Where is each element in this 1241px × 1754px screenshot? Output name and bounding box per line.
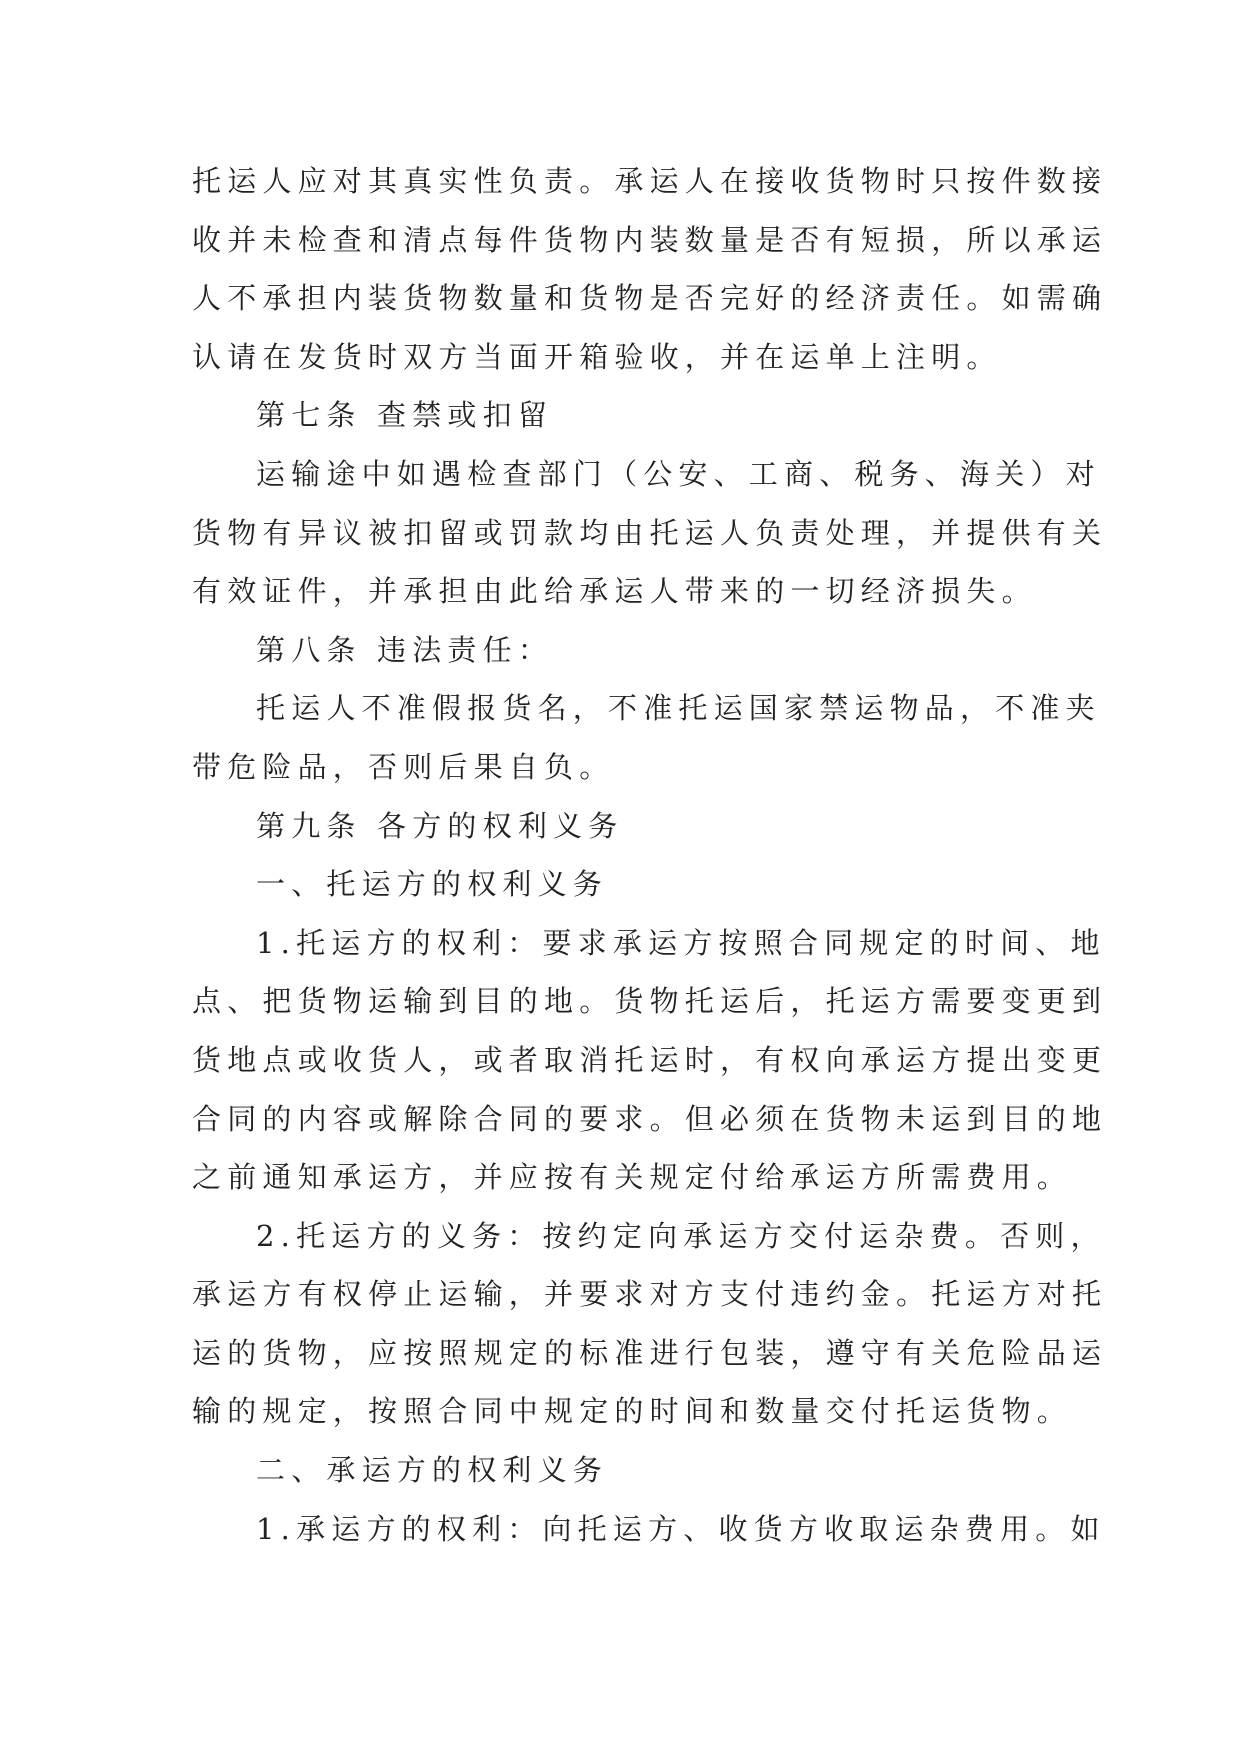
text-line: 1.托运方的权利：要求承运方按照合同规定的时间、地 (256, 925, 1106, 960)
text-line: 运的货物，应按照规定的标准进行包装，遵守有关危险品运 (192, 1335, 1108, 1370)
article-heading: 第八条 违法责任： (256, 632, 554, 667)
text-line: 收并未检查和清点每件货物内装数量是否有短损，所以承运 (192, 222, 1108, 257)
text-line: 托运人不准假报货名，不准托运国家禁运物品，不准夹 (256, 691, 1101, 726)
text-line: 人不承担内装货物数量和货物是否完好的经济责任。如需确 (192, 281, 1108, 316)
text-line: 货地点或收货人，或者取消托运时，有权向承运方提出变更 (192, 1042, 1108, 1077)
text-line: 之前通知承运方，并应按有关规定付给承运方所需费用。 (192, 1160, 1073, 1195)
text-line: 认请在发货时双方当面开箱验收，并在运单上注明。 (192, 339, 1002, 374)
text-line: 运输途中如遇检查部门（公安、工商、税务、海关）对 (256, 456, 1101, 491)
text-line: 点、把货物运输到目的地。货物托运后，托运方需要变更到 (192, 984, 1108, 1019)
text-line: 有效证件，并承担由此给承运人带来的一切经济损失。 (192, 574, 1037, 609)
document-page (192, 152, 1108, 1558)
text-line: 合同的内容或解除合同的要求。但必须在货物未运到目的地 (192, 1101, 1108, 1136)
text-line: 输的规定，按照合同中规定的时间和数量交付托运货物。 (192, 1394, 1073, 1429)
section-heading: 一、托运方的权利义务 (256, 867, 609, 902)
text-line: 带危险品，否则后果自负。 (192, 749, 615, 784)
article-heading: 第九条 各方的权利义务 (256, 808, 624, 843)
text-line: 承运方有权停止运输，并要求对方支付违约金。托运方对托 (192, 1277, 1108, 1312)
text-line: 2.托运方的义务：按约定向承运方交付运杂费。否则， (256, 1218, 1106, 1253)
section-heading: 二、承运方的权利义务 (256, 1453, 609, 1488)
text-line: 货物有异议被扣留或罚款均由托运人负责处理，并提供有关 (192, 515, 1108, 550)
text-line: 1.承运方的权利：向托运方、收货方收取运杂费用。如 (256, 1511, 1106, 1546)
article-heading: 第七条 查禁或扣留 (256, 398, 554, 433)
text-line: 托运人应对其真实性负责。承运人在接收货物时只按件数接 (192, 164, 1108, 198)
